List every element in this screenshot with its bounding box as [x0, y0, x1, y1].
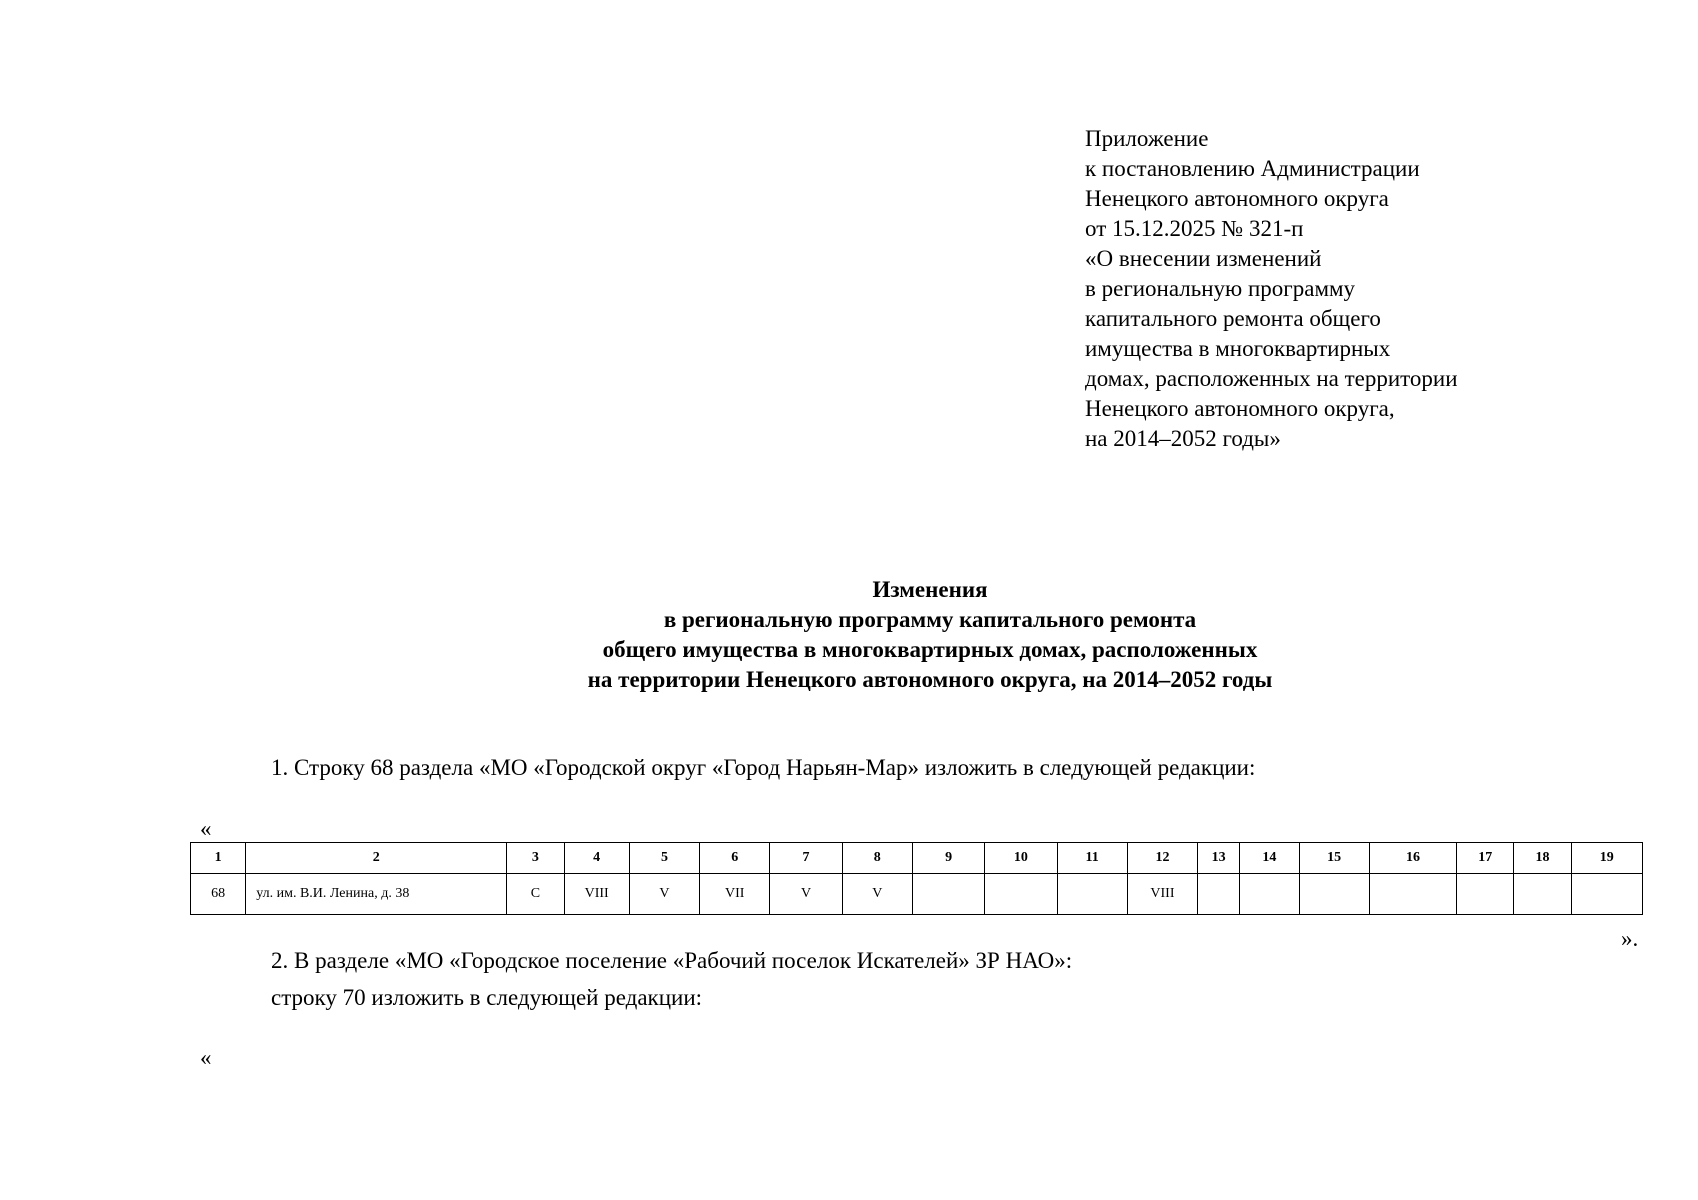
column-header: 3	[507, 843, 564, 874]
document-title	[0, 575, 1698, 695]
column-header: 19	[1571, 843, 1642, 874]
item-2-line-2: строку 70 изложить в следующей редакции:	[271, 985, 703, 1010]
appendix-line: на 2014–2052 годы»	[1085, 426, 1281, 451]
table-cell	[912, 874, 984, 915]
table-cell: VIII	[1127, 874, 1197, 915]
appendix-line: Приложение	[1085, 126, 1209, 151]
column-header: 6	[700, 843, 770, 874]
table-cell	[1369, 874, 1456, 915]
table-cell	[1571, 874, 1642, 915]
column-header: 17	[1457, 843, 1514, 874]
title-line: в региональную программу капитального ремонта	[663, 607, 1197, 632]
table-cell: V	[629, 874, 699, 915]
table-cell	[1198, 874, 1240, 915]
appendix-block	[1085, 124, 1458, 454]
appendix-line: капитального ремонта общего	[1085, 306, 1381, 331]
opening-quote-2: «	[200, 1045, 212, 1070]
title-line: на территории Ненецкого автономного округа, на 2014–2052 годы	[587, 667, 1273, 692]
column-header: 5	[629, 843, 699, 874]
item-2-line-1: 2. В разделе «МО «Городское поселение «Рабочий поселок Искателей» ЗР НАО»:	[271, 948, 1073, 973]
column-header: 16	[1369, 843, 1456, 874]
address-cell: ул. им. В.И. Ленина, д. 38	[246, 874, 507, 915]
table-cell	[985, 874, 1057, 915]
table-cell: VII	[700, 874, 770, 915]
table-cell: 68	[191, 874, 246, 915]
table-cell: С	[507, 874, 564, 915]
table-cell: VIII	[564, 874, 629, 915]
column-header: 15	[1299, 843, 1369, 874]
column-header: 18	[1514, 843, 1571, 874]
appendix-line: «О внесении изменений	[1085, 246, 1322, 271]
appendix-line: от 15.12.2025 № 321-п	[1085, 216, 1304, 241]
table-cell	[1240, 874, 1299, 915]
column-header: 12	[1127, 843, 1197, 874]
item-1-text: 1. Строку 68 раздела «МО «Городской округ «Город Нарьян-Мар» изложить в следующей редакции:	[271, 755, 1256, 780]
appendix-line: домах, расположенных на территории	[1085, 366, 1458, 391]
table-row	[191, 874, 1643, 915]
table-cell: V	[842, 874, 912, 915]
table-header-row	[191, 843, 1643, 874]
opening-quote-1: «	[200, 816, 212, 841]
appendix-line: имущества в многоквартирных	[1085, 336, 1391, 361]
column-header: 13	[1198, 843, 1240, 874]
column-header: 11	[1057, 843, 1127, 874]
column-header: 8	[842, 843, 912, 874]
appendix-line: к постановлению Администрации	[1085, 156, 1420, 181]
appendix-line: в региональную программу	[1085, 276, 1356, 301]
table-cell	[1457, 874, 1514, 915]
column-header: 14	[1240, 843, 1299, 874]
table-cell	[1057, 874, 1127, 915]
title-line: общего имущества в многоквартирных домах, расположенных	[602, 637, 1258, 662]
column-header: 9	[912, 843, 984, 874]
column-header: 7	[770, 843, 842, 874]
table-cell	[1299, 874, 1369, 915]
closing-quote-1: ».	[1621, 926, 1639, 951]
column-header: 10	[985, 843, 1057, 874]
appendix-line: Ненецкого автономного округа,	[1085, 396, 1395, 421]
column-header: 1	[191, 843, 246, 874]
column-header: 4	[564, 843, 629, 874]
table-cell: V	[770, 874, 842, 915]
table-cell	[1514, 874, 1571, 915]
title-line: Изменения	[872, 577, 988, 602]
column-header: 2	[246, 843, 507, 874]
appendix-line: Ненецкого автономного округа	[1085, 186, 1389, 211]
changes-table	[190, 842, 1643, 915]
